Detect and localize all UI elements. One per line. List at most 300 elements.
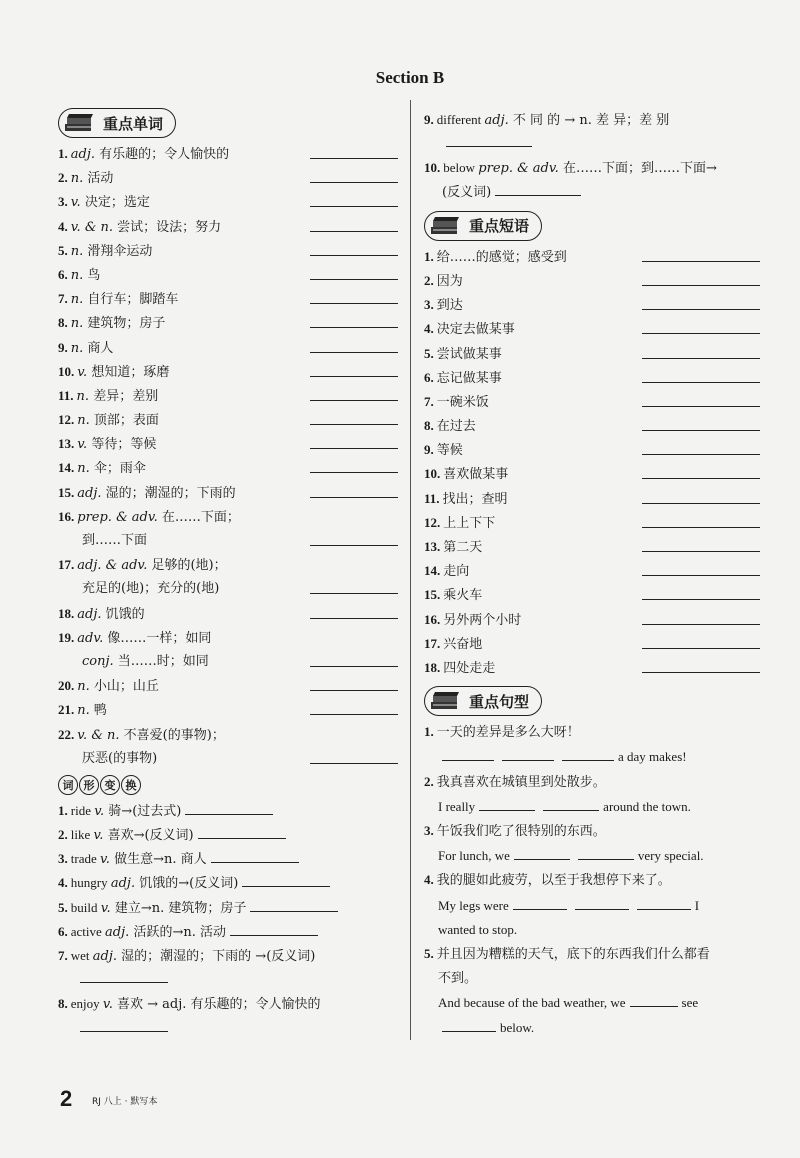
english-text: I (694, 897, 700, 913)
phrases-list (424, 245, 760, 680)
word-item (58, 142, 398, 166)
phrase-meaning: 兴奋地 (443, 636, 483, 652)
answer-blank[interactable] (310, 303, 398, 304)
word-meaning: 建筑物；房子 (87, 316, 166, 332)
item-number: 2. (424, 773, 434, 789)
item-number: 6. (424, 369, 434, 385)
chinese-text: 我真喜欢在城镇里到处散步。 (436, 774, 606, 790)
item-number: 15. (424, 587, 441, 603)
item-number: 7. (58, 291, 68, 307)
base-word: like (70, 827, 94, 843)
item-number: 2. (58, 827, 68, 843)
base-word: enjoy (70, 996, 103, 1012)
word-item (58, 239, 398, 263)
english-text: I really (438, 798, 476, 814)
part-of-speech: v. (100, 900, 111, 916)
word-meaning: 顶部；表面 (93, 413, 159, 429)
tag-character: 换 (121, 775, 141, 795)
answer-blank[interactable] (642, 478, 760, 479)
part-of-speech: n. (77, 461, 90, 477)
phrase-item (424, 293, 760, 317)
sentence-english (424, 795, 760, 819)
word-item (58, 215, 398, 239)
answer-blank[interactable] (310, 158, 398, 159)
part-of-speech: prep. & adv. (478, 161, 559, 177)
phrase-item (424, 487, 760, 511)
english-text: wanted to stop. (438, 921, 518, 937)
part-of-speech: adj. (92, 949, 118, 964)
answer-blank[interactable] (642, 599, 760, 600)
sentence-english-continued (424, 918, 760, 942)
base-word: hungry (70, 875, 111, 891)
answer-blank[interactable] (250, 897, 338, 912)
word-meaning: 伞；雨伞 (93, 461, 146, 477)
answer-blank[interactable] (310, 472, 398, 473)
word-meaning: 想知道；琢磨 (91, 364, 170, 380)
word-meaning: 鸟 (87, 267, 101, 283)
sentence-chinese (424, 770, 760, 795)
part-of-speech: conj. (82, 653, 114, 669)
part-of-speech: v. (102, 997, 113, 1013)
form-prompt: 不 同 的 → n. 差 异；差 别 (512, 113, 670, 128)
sentence-chinese (424, 819, 760, 844)
item-number: 1. (58, 146, 68, 161)
item-number: 13. (424, 539, 441, 554)
phrase-item (424, 438, 760, 462)
column-divider (410, 100, 411, 1040)
answer-blank[interactable] (310, 327, 398, 328)
word-meaning: 有乐趣的；令人愉快的 (99, 147, 230, 162)
chinese-text: 一天的差异是多么大呀！ (436, 725, 580, 741)
phrase-item (424, 608, 760, 632)
phrase-item (424, 269, 760, 293)
item-number: 9. (424, 112, 434, 127)
part-of-speech: v. (94, 803, 105, 819)
answer-blank[interactable] (442, 1017, 496, 1032)
word-meaning: 滑翔伞运动 (87, 243, 153, 259)
word-meaning: 等待；等候 (91, 437, 157, 453)
item-number: 16. (424, 611, 441, 627)
chinese-text: 我的腿如此疲劳，以至于我想停下来了。 (436, 873, 671, 889)
item-number: 6. (58, 923, 68, 939)
word-form-item (424, 156, 760, 180)
word-meaning: 足够的(地)； (151, 558, 227, 574)
sentence-english (424, 745, 760, 769)
key-words-label: 重点单词 (103, 114, 164, 133)
part-of-speech: adj. (484, 113, 509, 128)
sentence-english (424, 991, 760, 1015)
word-item (58, 723, 398, 747)
part-of-speech: v. & n. (77, 727, 120, 743)
answer-blank[interactable] (442, 746, 494, 761)
answer-blank[interactable] (310, 690, 398, 691)
word-item (58, 602, 398, 626)
footer-label: RJ 八上 · 默写本 (92, 1097, 158, 1107)
answer-blank[interactable] (637, 895, 691, 910)
words-list (58, 142, 398, 771)
answer-blank[interactable] (642, 309, 760, 310)
word-form-item (58, 920, 398, 944)
phrase-meaning: 等候 (436, 443, 463, 459)
answer-blank[interactable] (310, 497, 398, 498)
key-phrases-label: 重点短语 (469, 217, 530, 236)
answer-blank[interactable] (310, 666, 398, 667)
word-meaning: 尝试；设法；努力 (117, 219, 222, 235)
phrase-item (424, 317, 760, 341)
word-item (58, 336, 398, 360)
answer-blank[interactable] (642, 624, 760, 625)
english-text: For lunch, we (438, 848, 510, 864)
answer-blank[interactable] (310, 182, 398, 183)
part-of-speech: v. (70, 195, 81, 211)
phrase-meaning: 上上下下 (443, 515, 496, 531)
sentence-english (424, 894, 760, 918)
item-number: 3. (58, 194, 68, 210)
item-number: 9. (58, 339, 68, 355)
word-item (58, 456, 398, 480)
word-item-continued (58, 650, 398, 674)
word-item-continued (58, 529, 398, 553)
word-item (58, 190, 398, 214)
section-title: Section B (375, 68, 445, 87)
item-number: 12. (58, 412, 75, 428)
phrase-item (424, 390, 760, 414)
answer-blank[interactable] (543, 796, 599, 811)
answer-blank[interactable] (502, 746, 554, 761)
word-item (58, 360, 398, 384)
word-meaning: 像……一样；如同 (107, 630, 212, 646)
word-form-item (424, 108, 760, 132)
english-text: around the town. (603, 798, 691, 814)
phrase-item (424, 632, 760, 656)
answer-blank[interactable] (310, 376, 398, 377)
phrase-meaning: 走向 (443, 564, 470, 580)
forms-list-continued (424, 108, 760, 205)
answer-blank[interactable] (642, 672, 760, 673)
answer-line (58, 968, 398, 992)
part-of-speech: n. (70, 316, 84, 332)
word-meaning: 差异；差别 (93, 388, 159, 404)
chinese-text: 午饭我们吃了很特别的东西。 (436, 823, 606, 839)
sentence-chinese (424, 720, 760, 745)
word-item (58, 384, 398, 408)
answer-blank[interactable] (642, 503, 760, 504)
english-text: below. (500, 1019, 535, 1035)
item-number: 7. (424, 393, 434, 409)
key-phrases-badge (424, 211, 542, 241)
answer-blank[interactable] (242, 872, 330, 887)
base-word: active (70, 923, 106, 939)
phrase-meaning: 决定去做某事 (436, 322, 515, 338)
phrase-item (424, 342, 760, 366)
forms-list (58, 799, 398, 1041)
word-item (58, 698, 398, 722)
item-number: 1. (424, 248, 434, 264)
phrase-item (424, 656, 760, 680)
item-number: 10. (58, 363, 75, 379)
item-number: 5. (58, 242, 68, 258)
answer-blank[interactable] (80, 1017, 168, 1032)
answer-blank[interactable] (642, 333, 760, 334)
part-of-speech: adv. (77, 630, 104, 646)
tag-character: 词 (58, 775, 78, 795)
item-number: 9. (424, 442, 434, 458)
phrase-item (424, 583, 760, 607)
part-of-speech: n. (77, 413, 90, 429)
word-form-item (58, 896, 398, 920)
phrase-item (424, 535, 760, 559)
part-of-speech: adj. (105, 924, 130, 940)
word-meaning: 到……下面 (82, 533, 148, 548)
tag-character: 变 (100, 775, 120, 795)
item-number: 17. (58, 557, 75, 573)
item-number: 2. (58, 170, 68, 186)
part-of-speech: prep. & adv. (77, 509, 158, 525)
item-number: 4. (424, 321, 434, 337)
item-number: 8. (58, 315, 68, 331)
answer-blank[interactable] (642, 551, 760, 552)
word-item (58, 432, 398, 456)
phrase-item (424, 511, 760, 535)
phrase-meaning: 另外两个小时 (443, 612, 522, 628)
answer-blank[interactable] (310, 352, 398, 353)
sentence-english-continued (424, 1016, 760, 1040)
form-prompt: 建立→n. 建筑物；房子 (114, 900, 247, 916)
answer-blank[interactable] (310, 231, 398, 232)
sentence-chinese (424, 868, 760, 893)
answer-line (424, 132, 760, 156)
english-text: see (681, 995, 699, 1011)
answer-blank[interactable] (513, 895, 567, 910)
item-number: 10. (424, 160, 441, 176)
sentences-list (424, 720, 760, 1040)
part-of-speech: n. (70, 243, 84, 259)
item-number: 11. (58, 387, 74, 403)
answer-line (58, 1017, 398, 1041)
phrase-meaning: 喜欢做某事 (443, 467, 509, 483)
answer-blank[interactable] (479, 796, 535, 811)
part-of-speech: n. (77, 703, 90, 719)
answer-blank[interactable] (514, 845, 570, 860)
item-number: 7. (58, 948, 68, 963)
item-number: 19. (58, 629, 75, 645)
word-meaning: 决定；选定 (84, 195, 150, 211)
answer-blank[interactable] (310, 279, 398, 280)
word-meaning: 鸭 (93, 703, 107, 719)
item-number: 10. (424, 466, 441, 482)
answer-blank[interactable] (310, 714, 398, 715)
answer-blank[interactable] (642, 527, 760, 528)
answer-blank[interactable] (198, 824, 286, 839)
item-number: 17. (424, 635, 441, 651)
answer-blank[interactable] (310, 448, 398, 449)
tag-character: 形 (79, 775, 99, 795)
answer-blank[interactable] (446, 132, 532, 147)
phrase-meaning: 乘火车 (443, 588, 483, 604)
phrase-item (424, 462, 760, 486)
part-of-speech: v. (99, 852, 110, 868)
word-meaning: 厌恶(的事物) (82, 750, 158, 766)
answer-blank[interactable] (642, 648, 760, 649)
answer-blank[interactable] (230, 921, 318, 936)
word-item (58, 166, 398, 190)
form-prompt: 活跃的→n. 活动 (133, 924, 226, 940)
part-of-speech: n. (70, 267, 84, 283)
left-column (58, 108, 398, 1041)
answer-blank[interactable] (310, 206, 398, 207)
answer-blank[interactable] (310, 424, 398, 425)
word-meaning: 商人 (87, 340, 114, 356)
phrase-meaning: 因为 (436, 273, 463, 289)
answer-blank[interactable] (310, 400, 398, 401)
answer-blank[interactable] (630, 992, 678, 1007)
word-forms-tag (58, 775, 142, 795)
part-of-speech: n. (70, 340, 84, 356)
answer-blank[interactable] (642, 285, 760, 286)
phrase-meaning: 第二天 (443, 540, 483, 555)
word-form-item (58, 944, 398, 968)
answer-line (424, 181, 760, 205)
item-number: 16. (58, 508, 75, 524)
base-word: trade (70, 851, 100, 867)
word-item (58, 505, 398, 529)
answer-blank[interactable] (642, 358, 760, 359)
right-column (424, 108, 760, 1040)
english-text: very special. (637, 848, 704, 864)
answer-blank[interactable] (575, 895, 629, 910)
phrase-meaning: 忘记做某事 (436, 370, 502, 386)
phrase-meaning: 尝试做某事 (436, 346, 502, 362)
key-sentences-badge (424, 686, 542, 716)
book-stack-icon (63, 112, 97, 134)
word-meaning: 充足的(地)；充分的(地) (82, 581, 220, 597)
answer-blank[interactable] (310, 255, 398, 256)
form-prompt: 湿的；潮湿的；下雨的 →(反义词) (121, 949, 316, 964)
word-meaning: 湿的；潮湿的；下雨的 (105, 485, 236, 501)
part-of-speech: n. (76, 388, 90, 404)
part-of-speech: v. (77, 437, 88, 453)
answer-blank[interactable] (310, 545, 398, 546)
answer-blank[interactable] (642, 261, 760, 262)
english-text: My legs were (438, 897, 509, 913)
part-of-speech: adj. (110, 876, 136, 892)
item-number: 15. (58, 484, 75, 500)
word-form-item (58, 992, 398, 1016)
word-meaning: 活动 (87, 171, 114, 187)
word-meaning: 自行车；脚踏车 (87, 292, 179, 308)
answer-blank[interactable] (310, 593, 398, 594)
key-words-badge (58, 108, 176, 138)
chinese-text: 不到。 (438, 971, 478, 987)
book-stack-icon (429, 690, 463, 712)
answer-blank[interactable] (578, 845, 634, 860)
item-number: 14. (58, 460, 75, 476)
item-number: 1. (58, 802, 68, 818)
page-number: 2 (60, 1086, 73, 1111)
answer-blank[interactable] (310, 763, 398, 764)
item-number: 4. (58, 218, 68, 234)
part-of-speech: n. (77, 679, 90, 695)
form-prompt: 饥饿的→(反义词) (139, 876, 239, 892)
chinese-text: 并且因为糟糕的天气，底下的东西我们什么都看 (436, 946, 710, 962)
phrase-meaning: 一碗米饭 (436, 394, 489, 410)
word-item (58, 408, 398, 432)
form-prompt-continued: (反义词) (442, 184, 492, 200)
item-number: 20. (58, 678, 75, 694)
phrase-item (424, 414, 760, 438)
part-of-speech: v. & n. (70, 219, 114, 235)
answer-blank[interactable] (562, 746, 614, 761)
item-number: 4. (424, 872, 434, 888)
item-number: 18. (424, 659, 441, 675)
item-number: 3. (424, 822, 434, 838)
item-number: 3. (424, 297, 434, 313)
part-of-speech: adj. (77, 606, 102, 622)
item-number: 3. (58, 851, 68, 867)
item-number: 12. (424, 514, 441, 530)
item-number: 5. (424, 945, 434, 961)
item-number: 8. (424, 418, 434, 434)
item-number: 4. (58, 875, 68, 891)
answer-blank[interactable] (642, 575, 760, 576)
base-word: wet (70, 948, 93, 963)
word-meaning: 在……下面； (161, 509, 240, 525)
sentence-chinese-continued (424, 967, 760, 991)
part-of-speech: adj. & adv. (77, 558, 148, 574)
item-number: 2. (424, 272, 434, 288)
sentence-english (424, 844, 760, 868)
answer-blank[interactable] (80, 968, 168, 983)
answer-blank[interactable] (185, 800, 273, 815)
part-of-speech: adj. (70, 147, 95, 162)
sentence-chinese (424, 942, 760, 967)
form-prompt: 在……下面；到……下面→ (562, 161, 717, 177)
part-of-speech: v. (93, 828, 104, 844)
answer-blank[interactable] (495, 181, 581, 196)
form-prompt: 骑→(过去式) (108, 803, 182, 819)
phrase-meaning: 四处走走 (443, 660, 496, 676)
answer-blank[interactable] (642, 382, 760, 383)
answer-blank[interactable] (211, 848, 299, 863)
phrase-meaning: 给……的感觉；感受到 (436, 249, 567, 265)
phrase-meaning: 到达 (436, 298, 463, 314)
word-form-item (58, 799, 398, 823)
phrase-meaning: 找出；查明 (442, 491, 508, 507)
answer-blank[interactable] (642, 430, 760, 431)
base-word: different (436, 112, 485, 127)
word-form-item (58, 847, 398, 871)
item-number: 13. (58, 436, 75, 452)
answer-blank[interactable] (310, 618, 398, 619)
part-of-speech: v. (77, 364, 88, 380)
word-meaning: 小山；山丘 (93, 679, 159, 695)
word-item-continued (58, 577, 398, 601)
word-form-item (58, 823, 398, 847)
answer-blank[interactable] (642, 454, 760, 455)
item-number: 14. (424, 563, 441, 579)
phrase-meaning: 在过去 (436, 419, 476, 435)
word-item-continued (58, 747, 398, 771)
part-of-speech: n. (70, 292, 84, 308)
item-number: 22. (58, 726, 75, 742)
word-item (58, 481, 398, 505)
phrase-item (424, 245, 760, 269)
base-word: below (443, 160, 479, 176)
word-item (58, 674, 398, 698)
item-number: 18. (58, 605, 75, 621)
word-meaning: 当……时；如同 (117, 653, 209, 669)
answer-blank[interactable] (642, 406, 760, 407)
